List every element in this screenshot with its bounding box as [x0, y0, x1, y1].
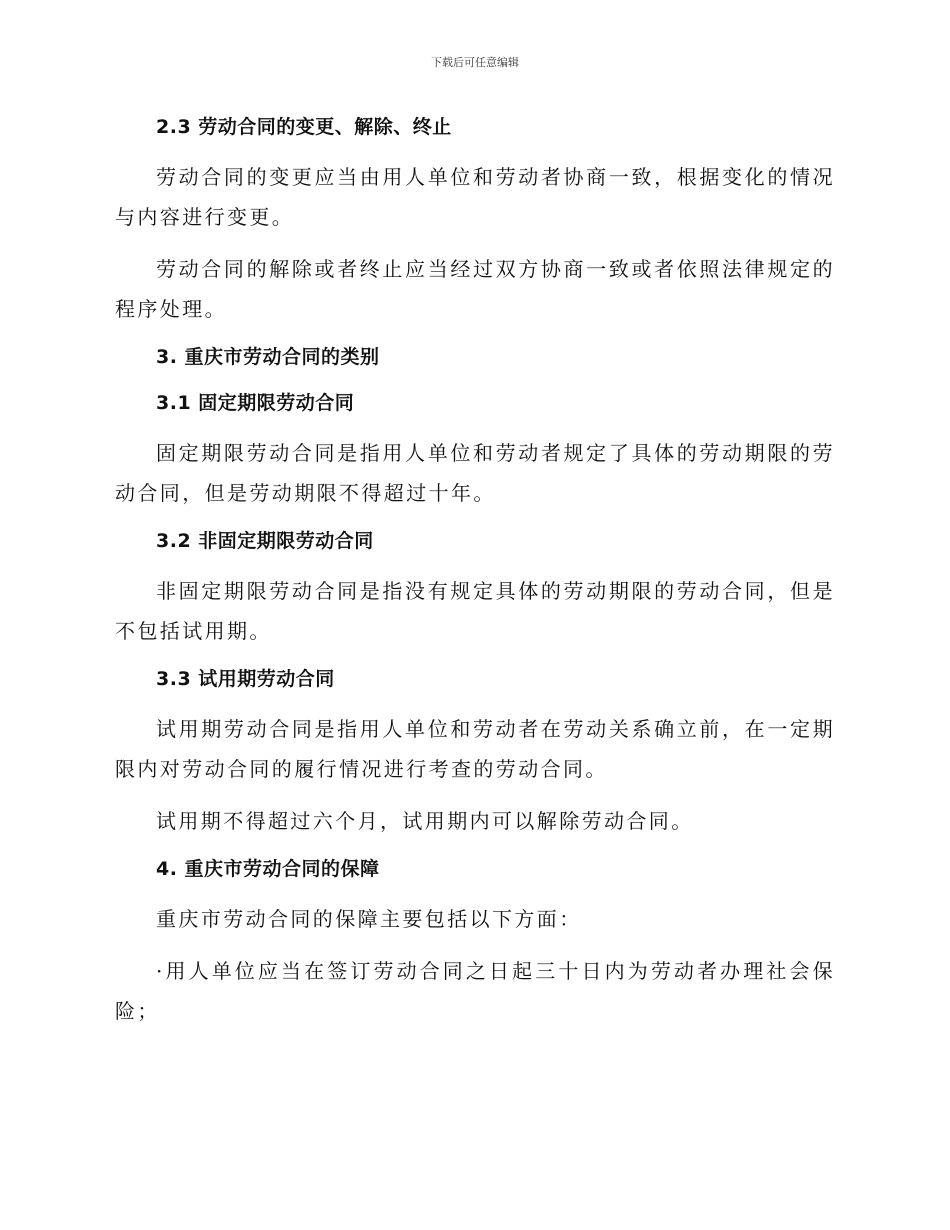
- section-heading-4: 4. 重庆市劳动合同的保障: [156, 858, 380, 880]
- section-heading-3-3: 3.3 试用期劳动合同: [156, 668, 335, 690]
- paragraph-probation-definition: 试用期劳动合同是指用人单位和劳动者在劳动关系确立前，在一定期限内对劳动合同的履行情况进行考查的劳动合同。: [115, 717, 835, 781]
- section-heading-3: 3. 重庆市劳动合同的类别: [156, 346, 380, 368]
- paragraph-contract-termination: 劳动合同的解除或者终止应当经过双方协商一致或者依照法律规定的程序处理。: [115, 257, 835, 321]
- paragraph-probation-limit: 试用期不得超过六个月，试用期内可以解除劳动合同。: [156, 809, 694, 833]
- section-heading-3-2: 3.2 非固定期限劳动合同: [156, 530, 374, 552]
- paragraph-non-fixed-term: 非固定期限劳动合同是指没有规定具体的劳动期限的劳动合同，但是不包括试用期。: [115, 579, 835, 643]
- page-header: 下载后可任意编辑: [431, 56, 519, 69]
- paragraph-guarantee-item-1: ·用人单位应当在签订劳动合同之日起三十日内为劳动者办理社会保险；: [115, 959, 835, 1023]
- document-body: [115, 111, 835, 1043]
- section-heading-3-1: 3.1 固定期限劳动合同: [156, 392, 355, 414]
- paragraph-guarantee-intro: 重庆市劳动合同的保障主要包括以下方面：: [156, 907, 582, 931]
- section-heading-2-3: 2.3 劳动合同的变更、解除、终止: [156, 116, 452, 138]
- paragraph-contract-change: 劳动合同的变更应当由用人单位和劳动者协商一致，根据变化的情况与内容进行变更。: [115, 165, 835, 229]
- paragraph-fixed-term: 固定期限劳动合同是指用人单位和劳动者规定了具体的劳动期限的劳动合同，但是劳动期限不得超过十年。: [115, 441, 835, 505]
